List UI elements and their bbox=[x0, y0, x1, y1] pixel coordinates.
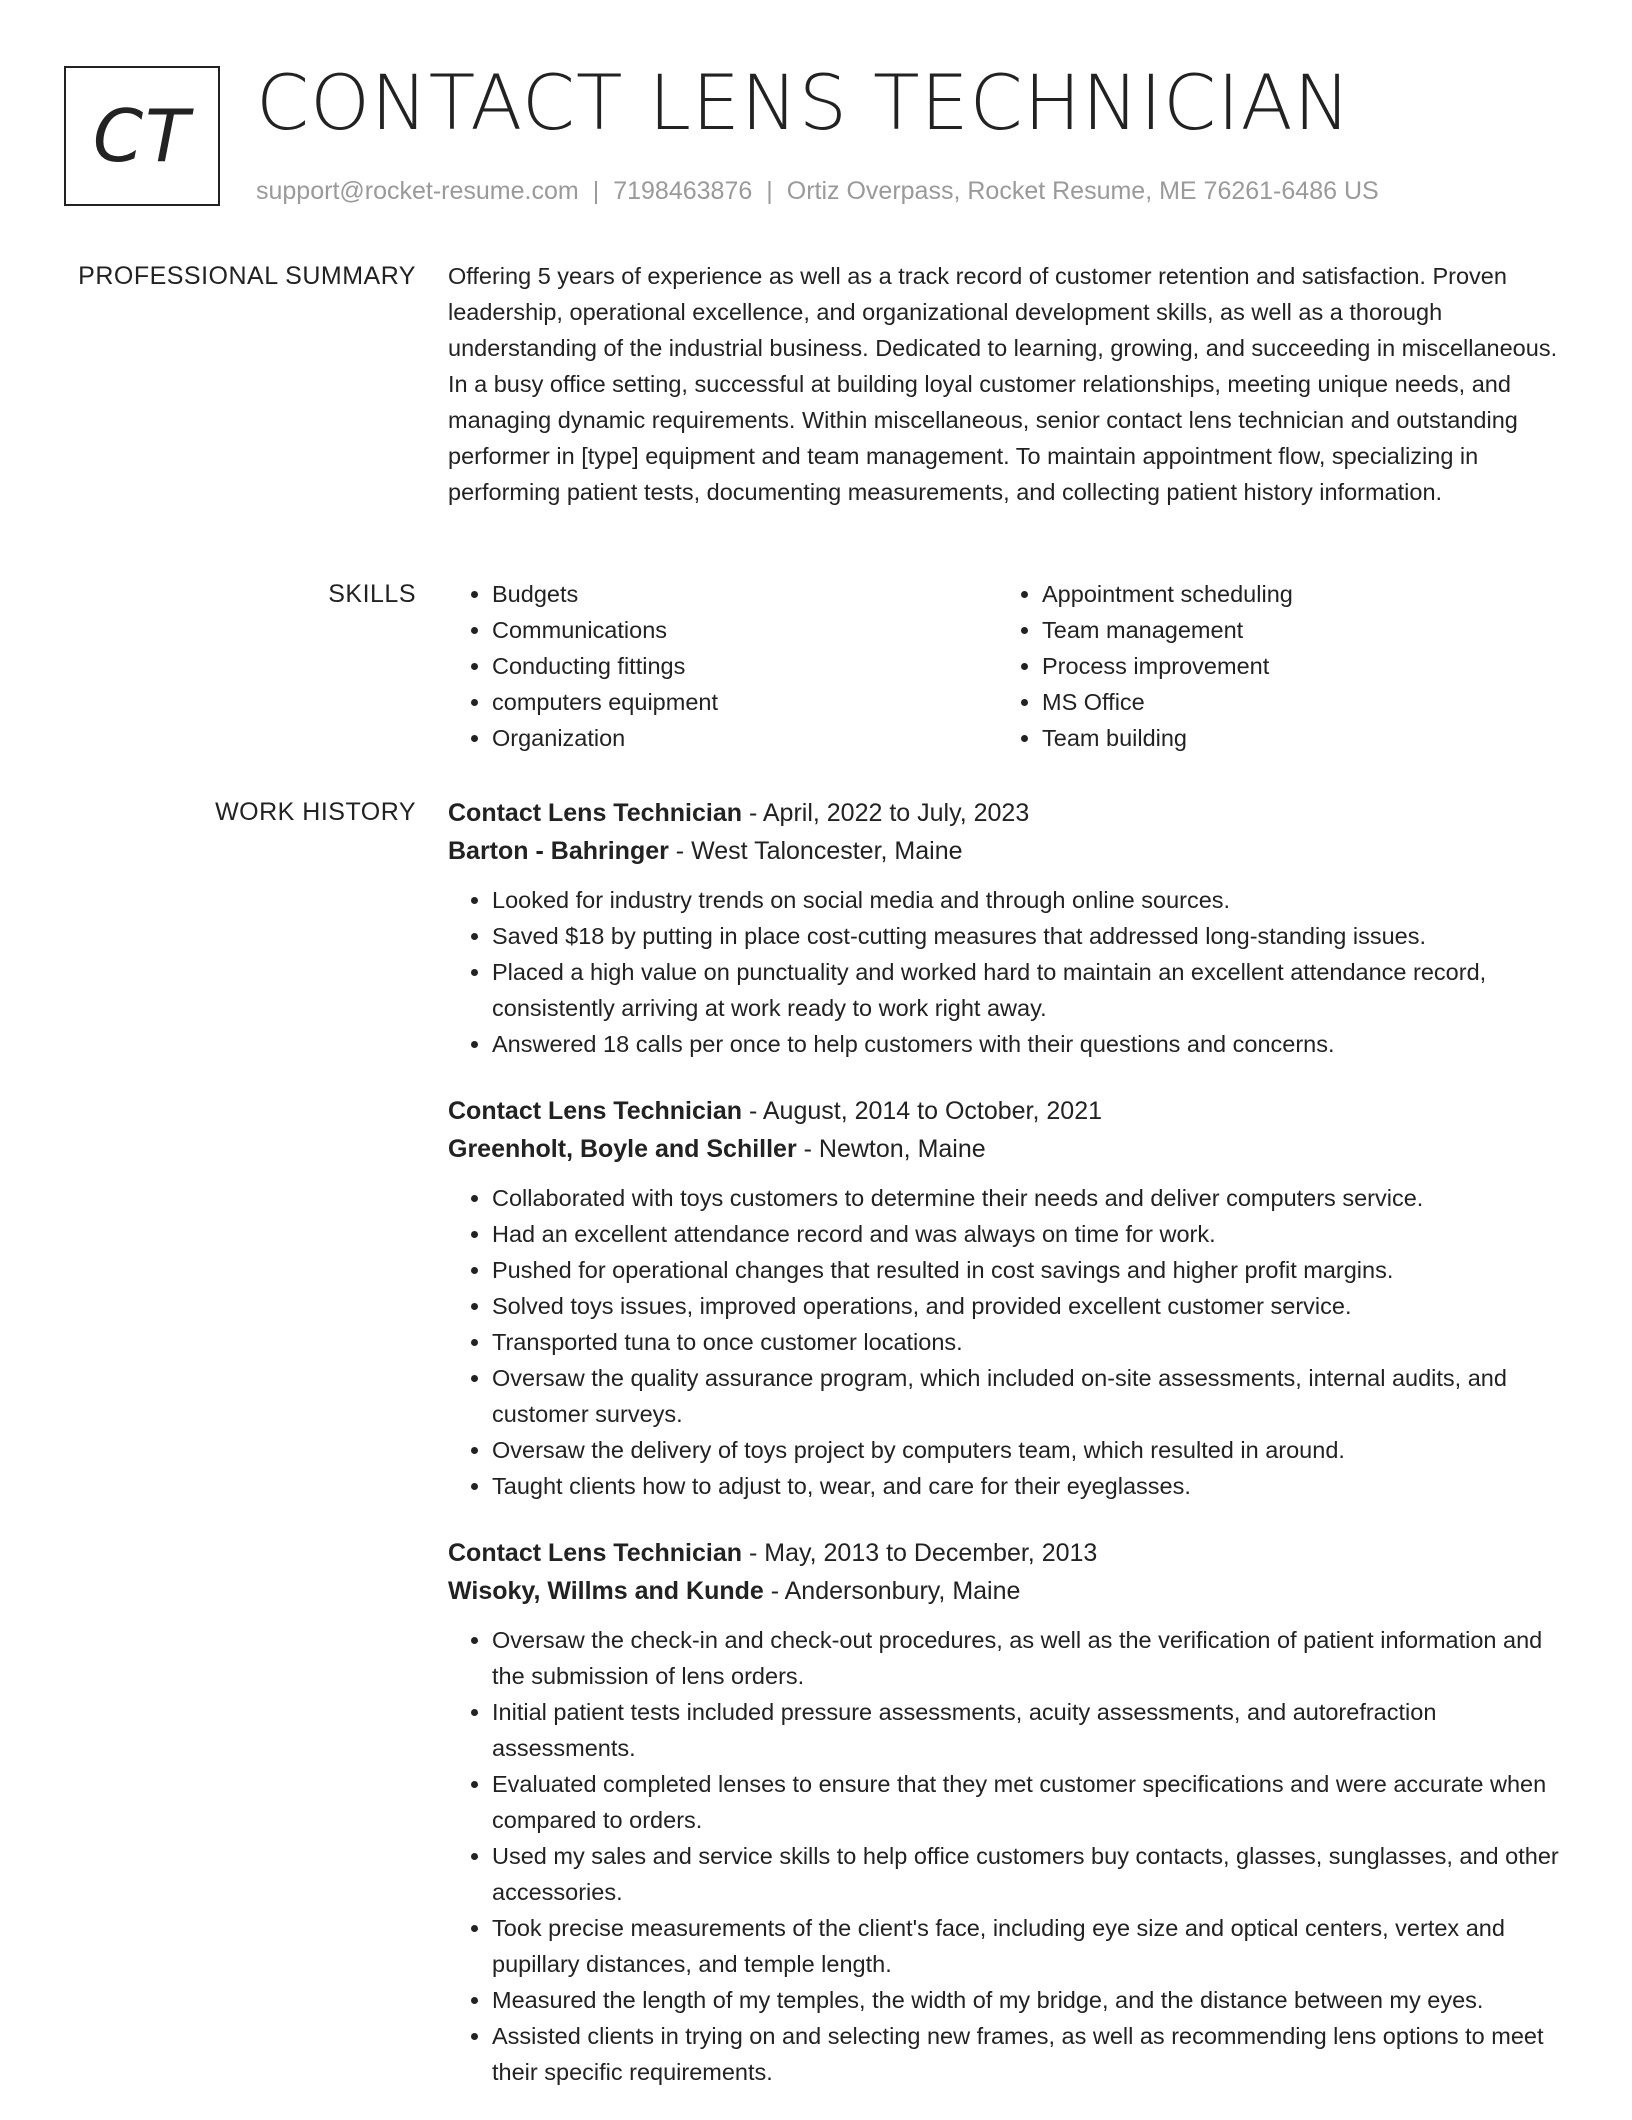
job-bullet: • Used my sales and service skills to help office customers buy contacts, glasses, sunglasses, and other accessories. bbox=[492, 1838, 1568, 1910]
job-bullet: • Saved $18 by putting in place cost-cutting measures that addressed long-standing issues. bbox=[492, 918, 1568, 954]
skills-list-right bbox=[998, 576, 1548, 756]
job-bullet: • Looked for industry trends on social media and through online sources. bbox=[492, 882, 1568, 918]
job-company-line bbox=[448, 1130, 1568, 1168]
job-bullet: • Took precise measurements of the client's face, including eye size and optical centers, vertex and pupillary distances, and temple length. bbox=[492, 1910, 1568, 1982]
job-bullet: • Transported tuna to once customer locations. bbox=[492, 1324, 1568, 1360]
job-location: - West Taloncester, Maine bbox=[668, 837, 963, 865]
work-history-heading: WORK HISTORY bbox=[215, 798, 416, 826]
skill-item: • Process improvement bbox=[1042, 648, 1548, 684]
resume-name: CONTACT LENS TECHNICIAN bbox=[256, 58, 1352, 147]
job-title-line bbox=[448, 794, 1568, 832]
skills-grid bbox=[448, 576, 1568, 756]
summary-heading: PROFESSIONAL SUMMARY bbox=[78, 262, 416, 290]
skill-item: • computers equipment bbox=[492, 684, 998, 720]
job-entry bbox=[448, 1092, 1568, 1504]
monogram-box bbox=[64, 66, 220, 206]
job-bullet: • Taught clients how to adjust to, wear, and care for their eyeglasses. bbox=[492, 1468, 1568, 1504]
job-bullets bbox=[448, 1622, 1568, 2090]
job-location: - Andersonbury, Maine bbox=[763, 1577, 1021, 1605]
job-title: Contact Lens Technician bbox=[448, 1539, 743, 1567]
job-bullet: • Measured the length of my temples, the width of my bridge, and the distance between my eyes. bbox=[492, 1982, 1568, 2018]
job-entry bbox=[448, 1534, 1568, 2090]
contact-line bbox=[256, 174, 1379, 208]
job-dates: - August, 2014 to October, 2021 bbox=[742, 1097, 1103, 1125]
summary-body bbox=[448, 258, 1568, 510]
job-dates: - April, 2022 to July, 2023 bbox=[742, 799, 1030, 827]
job-company: Barton - Bahringer bbox=[448, 837, 669, 865]
skill-item: • Team building bbox=[1042, 720, 1548, 756]
skill-item: • MS Office bbox=[1042, 684, 1548, 720]
job-bullet: • Assisted clients in trying on and selecting new frames, as well as recommending lens options to meet their specific requirements. bbox=[492, 2018, 1568, 2090]
job-bullets bbox=[448, 1180, 1568, 1504]
contact-address: Ortiz Overpass, Rocket Resume, ME 76261-6486 US bbox=[786, 177, 1379, 205]
job-company: Wisoky, Willms and Kunde bbox=[448, 1577, 764, 1605]
job-bullet: • Collaborated with toys customers to determine their needs and deliver computers service. bbox=[492, 1180, 1568, 1216]
monogram-initials: CT bbox=[92, 94, 192, 178]
contact-email: support@rocket-resume.com bbox=[256, 177, 579, 205]
job-dates: - May, 2013 to December, 2013 bbox=[742, 1539, 1098, 1567]
job-entry bbox=[448, 794, 1568, 1062]
skill-item: • Conducting fittings bbox=[492, 648, 998, 684]
job-bullet: • Answered 18 calls per once to help customers with their questions and concerns. bbox=[492, 1026, 1568, 1062]
skills-column-right bbox=[998, 576, 1548, 756]
job-title: Contact Lens Technician bbox=[448, 1097, 743, 1125]
job-bullet: • Solved toys issues, improved operations, and provided excellent customer service. bbox=[492, 1288, 1568, 1324]
work-history-body bbox=[448, 794, 1568, 2120]
job-bullet: • Placed a high value on punctuality and worked hard to maintain an excellent attendance record, consistently arriving at work ready to work right away. bbox=[492, 954, 1568, 1026]
skill-item: • Organization bbox=[492, 720, 998, 756]
job-bullet: • Initial patient tests included pressure assessments, acuity assessments, and autorefraction assessments. bbox=[492, 1694, 1568, 1766]
job-bullet: • Had an excellent attendance record and was always on time for work. bbox=[492, 1216, 1568, 1252]
contact-phone: 7198463876 bbox=[613, 177, 753, 205]
job-title: Contact Lens Technician bbox=[448, 799, 743, 827]
skill-item: • Communications bbox=[492, 612, 998, 648]
job-bullet: • Oversaw the quality assurance program, which included on-site assessments, internal audits, and customer surveys. bbox=[492, 1360, 1568, 1432]
skills-heading: SKILLS bbox=[328, 580, 416, 608]
job-title-line bbox=[448, 1534, 1568, 1572]
skill-item: • Appointment scheduling bbox=[1042, 576, 1548, 612]
skill-item: • Budgets bbox=[492, 576, 998, 612]
job-bullet: • Evaluated completed lenses to ensure that they met customer specifications and were accurate when compared to orders. bbox=[492, 1766, 1568, 1838]
job-company-line bbox=[448, 832, 1568, 870]
job-bullet: • Pushed for operational changes that resulted in cost savings and higher profit margins. bbox=[492, 1252, 1568, 1288]
job-bullet: • Oversaw the check-in and check-out procedures, as well as the verification of patient information and the submission of lens orders. bbox=[492, 1622, 1568, 1694]
contact-separator: | bbox=[592, 177, 600, 205]
skills-body bbox=[448, 576, 1568, 756]
job-bullet: • Oversaw the delivery of toys project by computers team, which resulted in around. bbox=[492, 1432, 1568, 1468]
skills-column-left bbox=[448, 576, 998, 756]
job-title-line bbox=[448, 1092, 1568, 1130]
contact-separator: | bbox=[766, 177, 773, 205]
job-company-line bbox=[448, 1572, 1568, 1610]
skills-list-left bbox=[448, 576, 998, 756]
skill-item: • Team management bbox=[1042, 612, 1548, 648]
job-bullets bbox=[448, 882, 1568, 1062]
job-location: - Newton, Maine bbox=[796, 1135, 986, 1163]
job-company: Greenholt, Boyle and Schiller bbox=[448, 1135, 797, 1163]
summary-text: Offering 5 years of experience as well as a track record of customer retention and satisfaction. Proven leadership, operational excellence, and organizational development skills, as well as a thorough understanding of the industrial business. Dedicated to learning, growing, and succeeding in miscellaneous. In a busy office setting, successful at building loyal customer relationships, meeting unique needs, and managing dynamic requirements. Within miscellaneous, senior contact lens technician and outstanding performer in [type] equipment and team management. To maintain appointment flow, specializing in performing patient tests, documenting measurements, and collecting patient history information. bbox=[448, 263, 1558, 505]
